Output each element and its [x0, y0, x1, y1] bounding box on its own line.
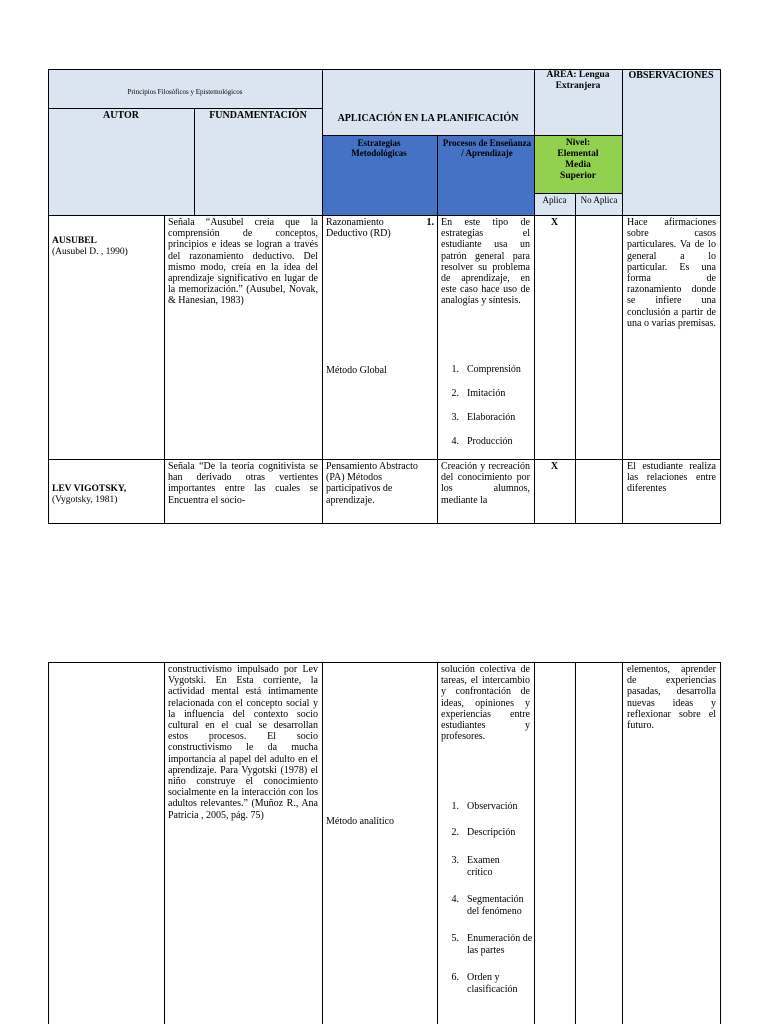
list-item: 6. Orden y clasificación: [451, 972, 518, 995]
list-item: 1. Observación: [451, 801, 518, 812]
list-item: 4. Segmentación del fenómeno: [451, 894, 524, 917]
header-observaciones-bg: [622, 69, 720, 215]
header-no-aplica: No Aplica: [580, 195, 618, 205]
row1-fundamentacion: Señala “Ausubel creía que la comprensión de conceptos, principios e ideas se logran a través del razonamiento deductivo. Del mismo modo, creía en la idea del aprendizaje significativo en lugar de la memorización.” (Ausubel, Novak, & Hanesian, 1983): [168, 217, 318, 307]
header-aplica: Aplica: [542, 195, 567, 205]
header-estrategias: Estrategias Metodológicas: [351, 138, 407, 158]
row2-observacion: El estudiante realiza las relaciones entre diferentes: [627, 461, 716, 495]
row2-aplica-mark: X: [550, 461, 559, 472]
header-procesos: Procesos de Enseñanza / Aprendizaje: [442, 138, 532, 158]
list-item: 5. Enumeración de las partes: [451, 933, 533, 956]
header-aplicacion: APLICACIÓN EN LA PLANIFICACIÓN: [337, 113, 519, 124]
list-item: 1. Comprensión: [451, 364, 521, 375]
row2-autor-ref: (Vygotsky, 1981): [52, 495, 118, 505]
header-nivel: Nivel: Elemental Media Superior: [557, 138, 599, 181]
row1-observacion: Hace afirmaciones sobre casos particulares. Va de lo general a lo particular. Es una forma de razonamiento donde se infiere una conclusión a partir de una o varias premisas.: [627, 217, 716, 329]
header-fundamentacion: FUNDAMENTACIÓN: [209, 110, 307, 121]
header-principios: Principios Filosóficos y Epistemológicos: [127, 88, 243, 96]
row2-proceso: Creación y recreación del conocimiento por los alumnos, mediante la: [441, 461, 530, 506]
row1-autor-ref: (Ausubel D. , 1990): [52, 247, 128, 257]
cont-fundamentacion: constructivismo impulsado por Lev Vygotski. En Esta corriente, la actividad mental está íntimamente relacionada con el concepto social y la influencia del contexto socio cultural en el cual se desarrollan estos procesos. El socio constructivismo le da mucha importancia al papel del adulto en el aprendizaje. Para Vygotski (1978) el niño construye el conocimiento socialmente en la interacción con los adultos relevantes.” (Muñoz R., Ana Patricia , 2005, pág. 75): [168, 664, 318, 821]
row1-estrategia1-num: 1.: [426, 217, 434, 228]
list-item: 3. Examen crítico: [451, 855, 500, 878]
list-item: 2. Imitación: [451, 388, 506, 399]
row1-aplica-mark: X: [550, 217, 559, 228]
list-item: 3. Elaboración: [451, 412, 516, 423]
list-item: 2. Descripción: [451, 827, 516, 838]
row2-autor-name: LEV VIGOTSKY,: [52, 484, 127, 494]
header-observaciones: OBSERVACIONES: [628, 70, 714, 81]
cont-estrategia: Método analítico: [326, 816, 395, 827]
header-autor: AUTOR: [103, 110, 139, 121]
row1-estrategia2: Método Global: [326, 365, 387, 376]
header-area: ÁREA: Lengua Extranjera: [546, 70, 610, 91]
row2-estrategia: Pensamiento Abstracto (PA) Métodos participativos de aprendizaje.: [326, 461, 418, 506]
row1-estrategia1: Razonamiento Deductivo (RD): [326, 217, 391, 240]
cont-proceso: solución colectiva de tareas, el intercambio y confrontación de ideas, opiniones y experiencias entre estudiantes y profesores.: [441, 664, 530, 743]
cont-observacion: elementos, aprender de experiencias pasadas, desarrolla nuevas ideas y reflexionar sobre el futuro.: [627, 664, 716, 732]
row2-fundamentacion: Señala “De la teoría cognitivista se han derivado otras vertientes importantes entre las cuales se Encuentra el socio-: [168, 461, 318, 506]
row1-autor-name: AUSUBEL: [52, 236, 97, 246]
header-aplicacion-bg: [322, 69, 534, 135]
list-item: 4. Producción: [451, 436, 513, 447]
row1-proceso1: En este tipo de estrategias el estudiante usa un patrón general para resolver su problema de aprendizaje, en este caso hace uso de analogías y síntesis.: [441, 217, 530, 307]
